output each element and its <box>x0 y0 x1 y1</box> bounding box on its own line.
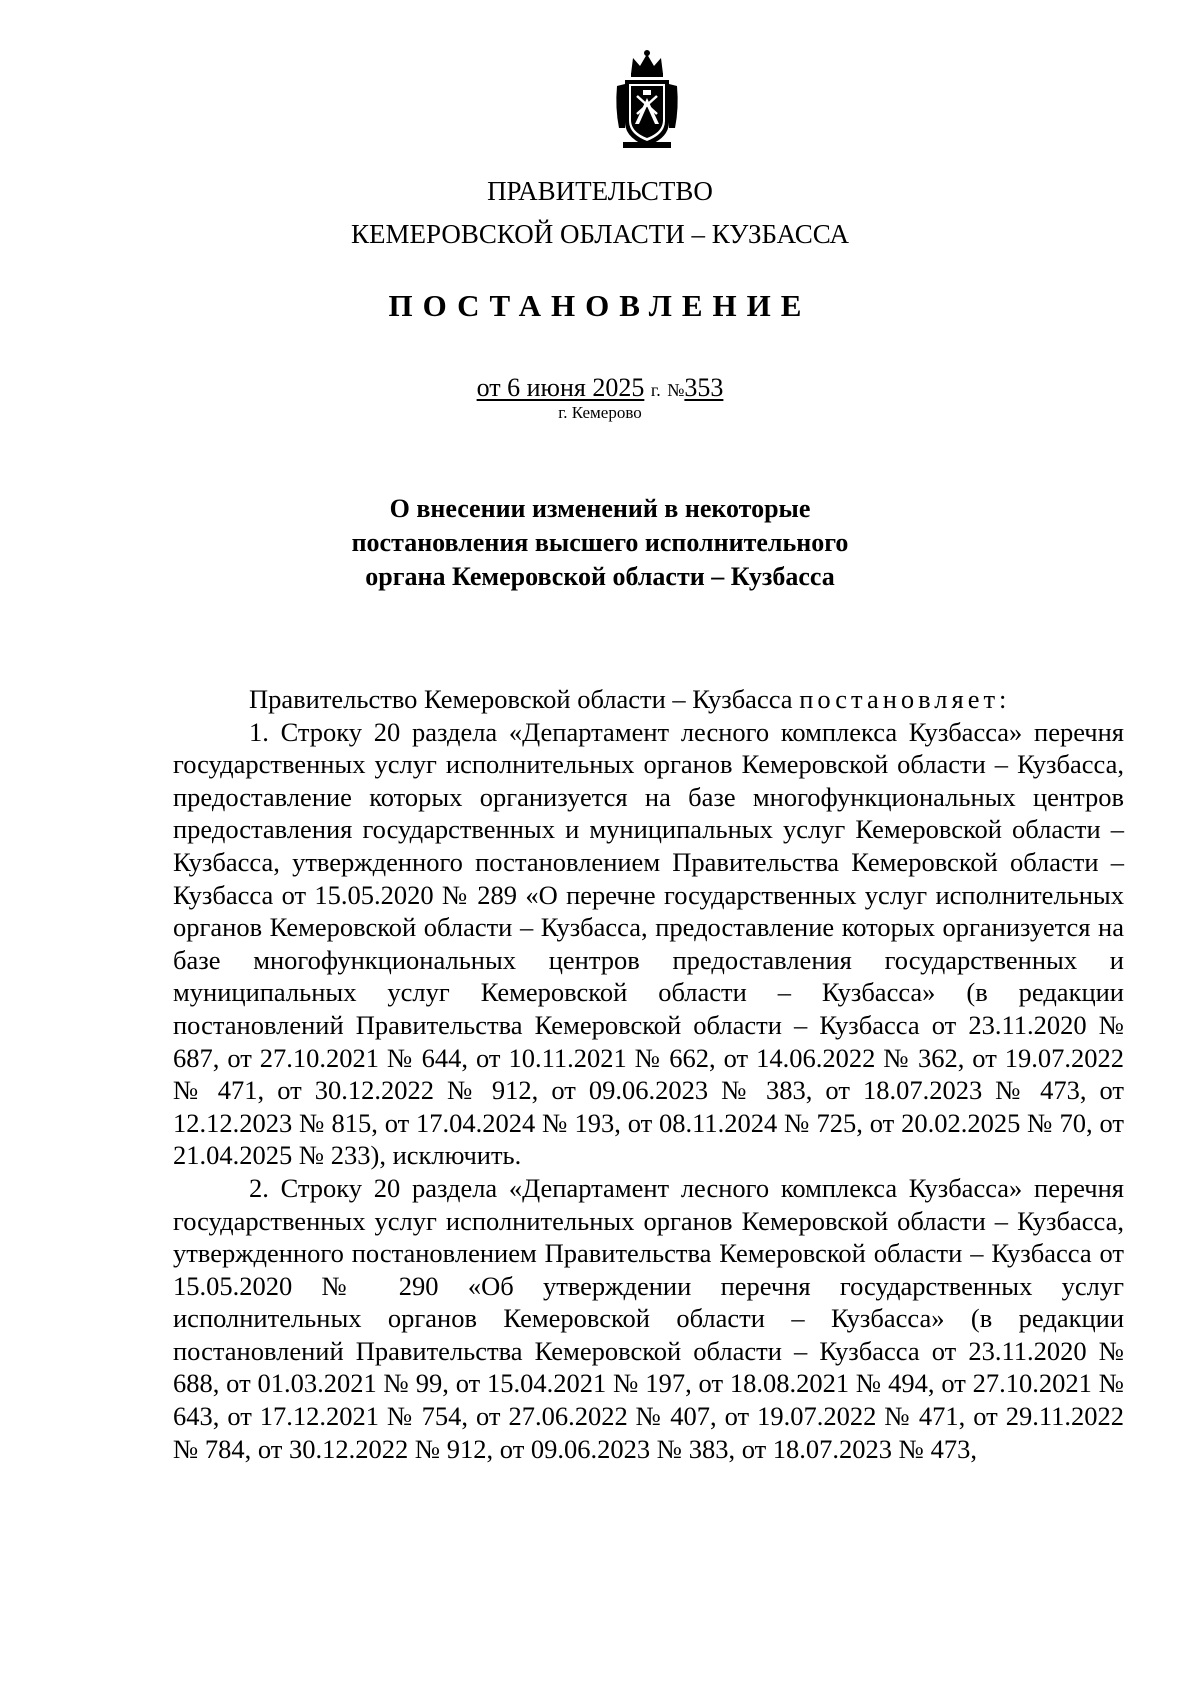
org-name-line1: ПРАВИТЕЛЬСТВО <box>487 176 713 206</box>
document-date: от 6 июня 2025 <box>476 373 645 402</box>
document-number: 353 <box>684 373 724 402</box>
item-2-paragraph: 2. Строку 20 раздела «Департамент лесного комплекса Кузбасса» перечня государственных услуг исполнительных органов Кемеровской области – Кузбасса, утвержденного постановлением Правительства Кемеровской области – Кузбасса от 15.05.2020 № 290 «Об утверждении перечня государственных услуг исполнительных органов Кемеровской области – Кузбасса» (в редакции постановлений Правительства Кемеровской области – Кузбасса от 23.11.2020 № 688, от 01.03.2021 № 99, от 15.04.2021 № 197, от 18.08.2021 № 494, от 27.10.2021 № 643, от 17.12.2021 № 754, от 27.06.2022 № 407, от 19.07.2022 № 471, от 29.11.2022 № 784, от 30.12.2022 № 912, от 09.06.2023 № 383, от 18.07.2023 № 473, <box>173 1172 1124 1464</box>
document-type-title: ПОСТАНОВЛЕНИЕ <box>388 288 812 323</box>
document-subject <box>300 492 900 594</box>
number-sign: № <box>667 380 685 400</box>
year-suffix: г. <box>650 380 661 400</box>
subject-line: О внесении изменений в некоторые <box>389 494 811 523</box>
document-body <box>173 683 1124 1465</box>
subject-line: органа Кемеровской области – Кузбасса <box>365 562 835 591</box>
subject-line: постановления высшего исполнительного <box>351 528 849 557</box>
coat-of-arms-emblem <box>613 48 681 150</box>
intro-keyword: постановляет: <box>799 684 1011 714</box>
org-name-line2: КЕМЕРОВСКОЙ ОБЛАСТИ – КУЗБАССА <box>351 219 849 249</box>
item-1-paragraph: 1. Строку 20 раздела «Департамент лесного комплекса Кузбасса» перечня государственных услуг исполнительных органов Кемеровской области – Кузбасса, предоставление которых организуется на базе многофункциональных центров предоставления государственных и муниципальных услуг Кемеровской области – Кузбасса, утвержденного постановлением Правительства Кемеровской области – Кузбасса от 15.05.2020 № 289 «О перечне государственных услуг исполнительных органов Кемеровской области – Кузбасса, предоставление которых организуется на базе многофункциональных центров предоставления государственных и муниципальных услуг Кемеровской области – Кузбасса» (в редакции постановлений Правительства Кемеровской области – Кузбасса от 23.11.2020 № 687, от 27.10.2021 № 644, от 10.11.2021 № 662, от 14.06.2022 № 362, от 19.07.2022 № 471, от 30.12.2022 № 912, от 09.06.2023 № 383, от 18.07.2023 № 473, от 12.12.2023 № 815, от 17.04.2024 № 193, от 08.11.2024 № 725, от 20.02.2025 № 70, от 21.04.2025 № 233), исключить. <box>173 716 1124 1171</box>
intro-text: Правительство Кемеровской области – Кузбасса <box>249 684 793 714</box>
intro-paragraph <box>173 683 1124 716</box>
document-city: г. Кемерово <box>558 403 642 422</box>
document-date-number <box>0 372 1200 406</box>
